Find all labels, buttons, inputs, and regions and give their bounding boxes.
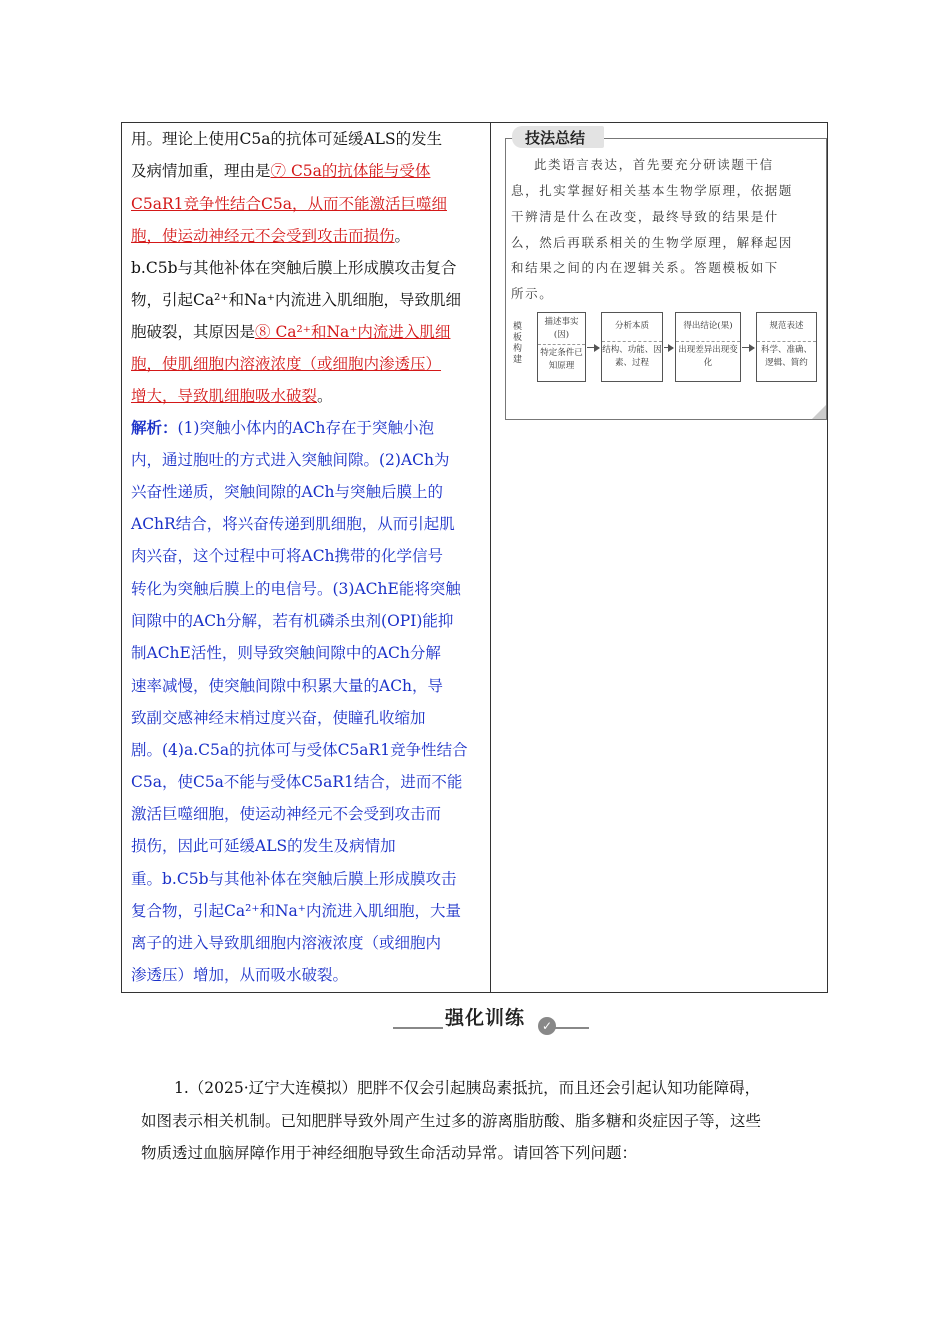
tip-line: 么，然后再联系相关的生物学原理，解释起因 xyxy=(511,235,794,250)
analysis-label: 解析： xyxy=(131,418,178,437)
analysis-line: 兴奋性递质，突触间隙的ACh与突触后膜上的 xyxy=(131,483,444,501)
analysis-line: C5a，使C5a不能与受体C5aR1结合，进而不能 xyxy=(131,773,463,791)
tip-line: 干辨清是什么在改变，最终导致的结果是什 xyxy=(511,209,779,224)
answer-highlight: 胞，使肌细胞内溶液浓度（或细胞内渗透压） xyxy=(131,355,442,373)
tip-title: 技法总结 xyxy=(525,129,586,147)
analysis-line: 解析：(1)突触小体内的ACh存在于突触小泡 xyxy=(131,418,435,437)
flow-step-describe: 描述事实(因) 特定条件已知原理 xyxy=(537,312,586,382)
template-side-label: 模板构建 xyxy=(513,322,523,365)
flow-arrow xyxy=(664,347,673,348)
analysis-line: AChR结合，将兴奋传递到肌细胞，从而引起肌 xyxy=(131,515,455,533)
analysis-line: 重。b.C5b与其他补体在突触后膜上形成膜攻击 xyxy=(131,870,457,888)
answer-line: 用。理论上使用C5a的抗体可延缓ALS的发生 xyxy=(131,130,443,148)
analysis-line: 离子的进入导致肌细胞内溶液浓度（或细胞内 xyxy=(131,934,442,952)
answer-line xyxy=(131,194,447,214)
flow-step-analyze: 分析本质 结构、功能、因素、过程 xyxy=(601,312,663,382)
heading-rule xyxy=(393,1027,443,1029)
analysis-line: 剧。(4)a.C5a的抗体可与受体C5aR1竞争性结合 xyxy=(131,741,468,759)
tip-line: 息，扎实掌握好相关基本生物学原理，依据题 xyxy=(511,183,794,198)
flow-step-conclude: 得出结论(果) 出现差异出现变化 xyxy=(675,312,741,382)
page-fold-decoration xyxy=(812,405,826,419)
column-divider xyxy=(490,122,491,993)
answer-line: 增大，导致肌细胞吸水破裂。 xyxy=(131,387,333,405)
answer-line: 物，引起Ca²⁺和Na⁺内流进入肌细胞，导致肌细 xyxy=(131,291,461,309)
answer-line: 及病情加重，理由是⑦ C5a的抗体能与受体 xyxy=(131,162,431,180)
analysis-line: 间隙中的ACh分解，若有机磷杀虫剂(OPI)能抑 xyxy=(131,612,454,630)
analysis-line: 损伤，因此可延缓ALS的发生及病情加 xyxy=(131,837,396,855)
question-line: 如图表示相关机制。已知肥胖导致外周产生过多的游离脂肪酸、脂多糖和炎症因子等，这些 xyxy=(141,1112,762,1130)
answer-line: b.C5b与其他补体在突触后膜上形成膜攻击复合 xyxy=(131,259,457,277)
tip-line: 所示。 xyxy=(511,286,554,301)
answer-highlight: ⑧ Ca²⁺和Na⁺内流进入肌细 xyxy=(255,323,451,341)
analysis-line: 肉兴奋，这个过程中可将ACh携带的化学信号 xyxy=(131,547,444,565)
answer-line xyxy=(131,354,441,374)
analysis-line: 激活巨噬细胞，使运动神经元不会受到攻击而 xyxy=(131,805,442,823)
flow-arrow xyxy=(587,347,599,348)
analysis-line: 速率减慢，使突触间隙中积累大量的ACh，导 xyxy=(131,677,444,695)
answer-line: 胞破裂，其原因是⑧ Ca²⁺和Na⁺内流进入肌细 xyxy=(131,323,451,341)
tip-line: 此类语言表达，首先要充分研读题干信 xyxy=(534,157,774,172)
answer-highlight: ⑦ C5a的抗体能与受体 xyxy=(270,162,431,180)
question-line: 1.（2025·辽宁大连模拟）肥胖不仅会引起胰岛素抵抗，而且还会引起认知功能障碍， xyxy=(174,1079,761,1097)
question-line: 物质透过血脑屏障作用于神经细胞导致生命活动异常。请回答下列问题： xyxy=(141,1144,638,1162)
answer-highlight: 增大，导致肌细胞吸水破裂 xyxy=(131,387,318,405)
flow-step-express: 规范表述 科学、准确、逻辑、简约 xyxy=(756,312,817,382)
analysis-line: 转化为突触后膜上的电信号。(3)AChE能将突触 xyxy=(131,580,461,598)
analysis-line: 内，通过胞吐的方式进入突触间隙。(2)ACh为 xyxy=(131,451,450,469)
analysis-line: 制AChE活性，则导致突触间隙中的ACh分解 xyxy=(131,644,441,662)
analysis-line: 渗透压）增加，从而吸水破裂。 xyxy=(131,966,349,984)
heading-rule xyxy=(555,1027,589,1029)
answer-highlight: C5aR1竞争性结合C5a，从而不能激活巨噬细 xyxy=(131,195,447,213)
analysis-line: 复合物，引起Ca²⁺和Na⁺内流进入肌细胞，大量 xyxy=(131,902,461,920)
tip-line: 和结果之间的内在逻辑关系。答题模板如下 xyxy=(511,260,779,275)
check-icon: ✓ xyxy=(538,1017,556,1035)
answer-line: 胞，使运动神经元不会受到攻击而损伤。 xyxy=(131,227,411,245)
analysis-line: 致副交感神经末梢过度兴奋，使瞳孔收缩加 xyxy=(131,709,426,727)
section-title: 强化训练 xyxy=(445,1007,526,1029)
answer-highlight: 胞，使运动神经元不会受到攻击而损伤 xyxy=(131,227,395,245)
flow-arrow xyxy=(742,347,754,348)
